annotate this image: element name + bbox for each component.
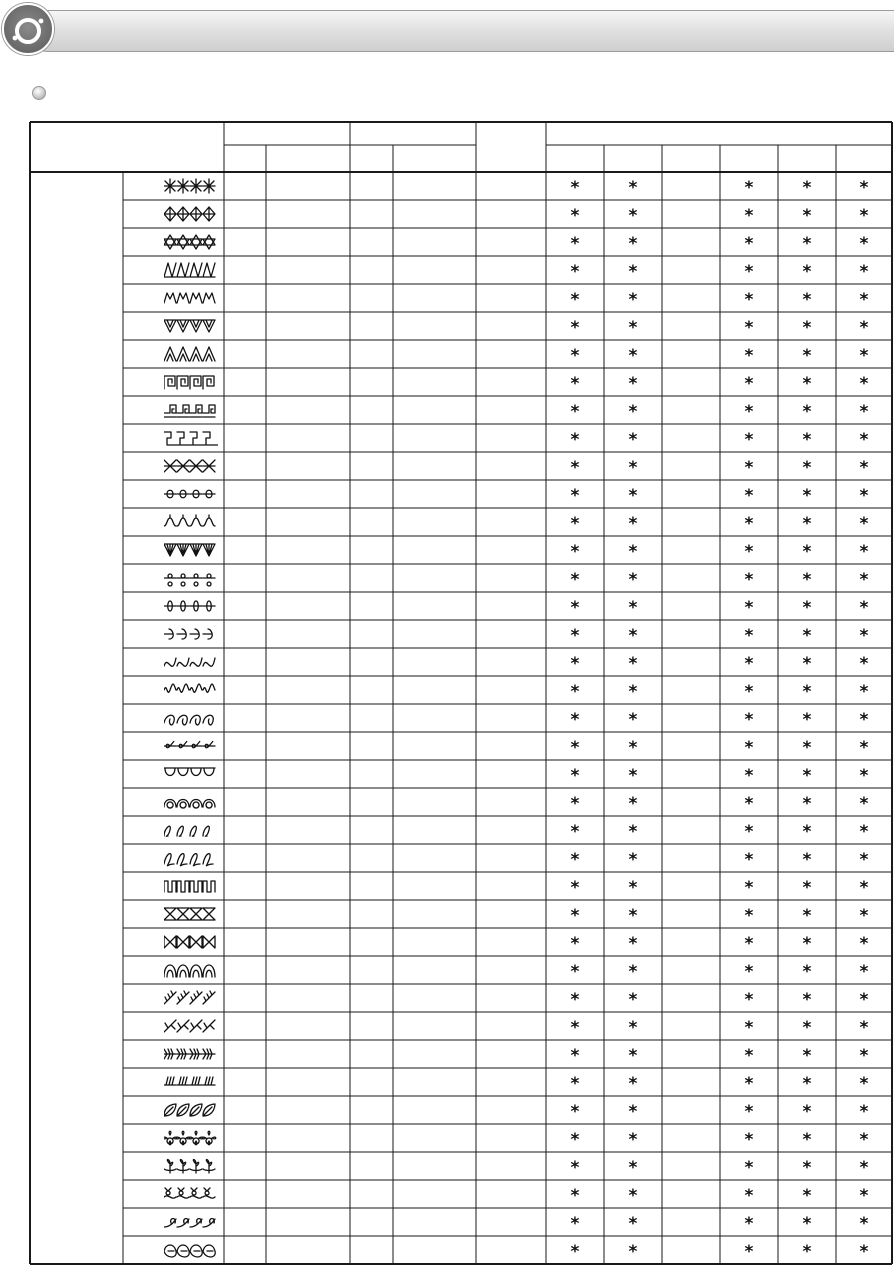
asterisk-mark: * <box>859 290 869 310</box>
asterisk-mark: * <box>628 1018 638 1038</box>
asterisk-mark: * <box>802 1046 812 1066</box>
asterisk-mark: * <box>802 346 812 366</box>
asterisk-mark: * <box>744 1102 754 1122</box>
asterisk-mark: * <box>859 654 869 674</box>
asterisk-mark: * <box>802 1130 812 1150</box>
asterisk-mark: * <box>859 206 869 226</box>
asterisk-mark: * <box>744 1186 754 1206</box>
asterisk-mark: * <box>570 766 580 786</box>
asterisk-mark: * <box>744 906 754 926</box>
asterisk-mark: * <box>802 1242 812 1262</box>
asterisk-mark: * <box>570 514 580 534</box>
table-row <box>124 480 224 508</box>
asterisk-mark: * <box>570 1018 580 1038</box>
asterisk-mark: * <box>744 1214 754 1234</box>
table-row <box>124 1012 224 1040</box>
asterisk-mark: * <box>802 794 812 814</box>
asterisk-mark: * <box>802 1018 812 1038</box>
table-row <box>124 620 224 648</box>
asterisk-mark: * <box>802 1102 812 1122</box>
arrow-curl-stitch-icon <box>164 625 218 645</box>
asterisk-mark: * <box>628 850 638 870</box>
asterisk-mark: * <box>859 766 869 786</box>
asterisk-mark: * <box>628 1074 638 1094</box>
table-row <box>124 760 224 788</box>
asterisk-mark: * <box>570 430 580 450</box>
asterisk-mark: * <box>628 206 638 226</box>
scroll-ornament-stitch-icon <box>164 485 218 505</box>
asterisk-mark: * <box>744 766 754 786</box>
bow-ornament-stitch-icon <box>164 737 218 757</box>
asterisk-mark: * <box>570 906 580 926</box>
asterisk-mark: * <box>859 1046 869 1066</box>
asterisk-mark: * <box>744 430 754 450</box>
s-curve-stitch-icon <box>164 653 218 673</box>
asterisk-mark: * <box>802 710 812 730</box>
flower-vine-stitch-icon <box>164 1185 218 1205</box>
arrow-twig-stitch-icon <box>164 1017 218 1037</box>
asterisk-mark: * <box>859 1130 869 1150</box>
asterisk-mark: * <box>802 1158 812 1178</box>
asterisk-mark: * <box>570 458 580 478</box>
asterisk-mark: * <box>628 514 638 534</box>
asterisk-mark: * <box>628 542 638 562</box>
zigzag-triangle-stitch-icon <box>164 261 218 281</box>
asterisk-mark: * <box>628 178 638 198</box>
asterisk-mark: * <box>802 206 812 226</box>
asterisk-mark: * <box>744 990 754 1010</box>
asterisk-mark: * <box>859 878 869 898</box>
double-zigzag-stitch-icon <box>164 289 218 309</box>
asterisk-mark: * <box>628 766 638 786</box>
fishbone-stitch-icon <box>164 1073 218 1093</box>
swirl-sprig-stitch-icon <box>164 1213 218 1233</box>
asterisk-mark: * <box>859 1074 869 1094</box>
asterisk-mark: * <box>859 234 869 254</box>
asterisk-mark: * <box>859 794 869 814</box>
asterisk-mark: * <box>802 262 812 282</box>
asterisk-mark: * <box>744 178 754 198</box>
asterisk-mark: * <box>744 626 754 646</box>
table-row <box>124 424 224 452</box>
asterisk-mark: * <box>628 962 638 982</box>
table-row <box>124 396 224 424</box>
asterisk-mark: * <box>570 878 580 898</box>
wave-stitch-icon <box>164 681 218 701</box>
asterisk-mark: * <box>744 402 754 422</box>
table-row <box>124 788 224 816</box>
asterisk-mark: * <box>802 598 812 618</box>
asterisk-mark: * <box>744 514 754 534</box>
cup-stitch-icon <box>164 765 218 785</box>
asterisk-mark: * <box>859 1102 869 1122</box>
asterisk-mark: * <box>859 402 869 422</box>
asterisk-mark: * <box>570 710 580 730</box>
asterisk-mark: * <box>802 878 812 898</box>
asterisk-mark: * <box>859 458 869 478</box>
asterisk-mark: * <box>744 486 754 506</box>
asterisk-mark: * <box>744 1046 754 1066</box>
table-row <box>124 844 224 872</box>
asterisk-mark: * <box>802 906 812 926</box>
table-row <box>124 564 224 592</box>
table-row <box>124 732 224 760</box>
asterisk-mark: * <box>859 318 869 338</box>
asterisk-mark: * <box>744 794 754 814</box>
asterisk-mark: * <box>744 654 754 674</box>
flower-ornament-stitch-icon <box>164 597 218 617</box>
asterisk-mark: * <box>744 290 754 310</box>
asterisk-mark: * <box>628 486 638 506</box>
asterisk-mark: * <box>744 206 754 226</box>
feather-zigzag-stitch-icon <box>164 989 218 1009</box>
asterisk-mark: * <box>859 1214 869 1234</box>
asterisk-mark: * <box>570 346 580 366</box>
table-row <box>124 956 224 984</box>
asterisk-mark: * <box>802 962 812 982</box>
asterisk-mark: * <box>859 374 869 394</box>
table-row <box>124 648 224 676</box>
blossom-stitch-icon <box>164 1129 218 1149</box>
table-row <box>124 508 224 536</box>
ring-arc-stitch-icon <box>164 793 218 813</box>
asterisk-mark: * <box>628 654 638 674</box>
asterisk-mark: * <box>570 1158 580 1178</box>
table-row <box>124 872 224 900</box>
slanted-loop-stitch-icon <box>164 849 218 869</box>
asterisk-mark: * <box>744 542 754 562</box>
asterisk-mark: * <box>570 262 580 282</box>
asterisk-mark: * <box>570 850 580 870</box>
asterisk-mark: * <box>802 514 812 534</box>
loop-vine-stitch-icon <box>164 513 218 533</box>
leaf-stitch-icon <box>164 1101 218 1121</box>
asterisk-mark: * <box>859 738 869 758</box>
asterisk-mark: * <box>570 1242 580 1262</box>
asterisk-mark: * <box>570 962 580 982</box>
asterisk-mark: * <box>859 1242 869 1262</box>
asterisk-mark: * <box>570 318 580 338</box>
table-row <box>124 704 224 732</box>
interlocked-key-stitch-icon <box>164 401 218 421</box>
asterisk-mark: * <box>802 234 812 254</box>
asterisk-mark: * <box>570 794 580 814</box>
asterisk-mark: * <box>628 822 638 842</box>
asterisk-mark: * <box>744 570 754 590</box>
asterisk-mark: * <box>744 878 754 898</box>
asterisk-mark: * <box>628 346 638 366</box>
asterisk-mark: * <box>859 962 869 982</box>
asterisk-mark: * <box>744 374 754 394</box>
table-row <box>124 1040 224 1068</box>
curl-loop-stitch-icon <box>164 821 218 841</box>
asterisk-mark: * <box>802 486 812 506</box>
asterisk-mark: * <box>802 1214 812 1234</box>
asterisk-mark: * <box>744 1242 754 1262</box>
asterisk-mark: * <box>802 822 812 842</box>
asterisk-mark: * <box>628 234 638 254</box>
asterisk-mark: * <box>802 458 812 478</box>
asterisk-mark: * <box>570 1214 580 1234</box>
asterisk-mark: * <box>570 290 580 310</box>
table-row <box>124 536 224 564</box>
table-row <box>124 200 224 228</box>
asterisk-mark: * <box>744 822 754 842</box>
asterisk-mark: * <box>744 962 754 982</box>
table-row <box>124 1068 224 1096</box>
fern-stitch-icon <box>164 1045 218 1065</box>
asterisk-mark: * <box>628 1102 638 1122</box>
asterisk-mark: * <box>859 486 869 506</box>
asterisk-mark: * <box>570 1046 580 1066</box>
asterisk-mark: * <box>802 570 812 590</box>
asterisk-mark: * <box>859 1186 869 1206</box>
asterisk-mark: * <box>628 990 638 1010</box>
asterisk-mark: * <box>570 934 580 954</box>
asterisk-mark: * <box>802 934 812 954</box>
table-row <box>124 816 224 844</box>
asterisk-mark: * <box>744 458 754 478</box>
asterisk-mark: * <box>859 1018 869 1038</box>
asterisk-mark: * <box>859 990 869 1010</box>
asterisk-mark: * <box>859 262 869 282</box>
cross-hatch-stitch-icon <box>164 457 218 477</box>
asterisk-mark: * <box>802 542 812 562</box>
asterisk-mark: * <box>628 1242 638 1262</box>
asterisk-mark: * <box>628 626 638 646</box>
asterisk-mark: * <box>628 1130 638 1150</box>
table-row <box>124 1180 224 1208</box>
asterisk-mark: * <box>802 1074 812 1094</box>
asterisk-mark: * <box>802 850 812 870</box>
asterisk-mark: * <box>859 178 869 198</box>
asterisk-mark: * <box>628 402 638 422</box>
table-row <box>124 928 224 956</box>
asterisk-mark: * <box>802 374 812 394</box>
asterisk-mark: * <box>570 402 580 422</box>
asterisk-mark: * <box>802 430 812 450</box>
asterisk-mark: * <box>570 822 580 842</box>
asterisk-mark: * <box>802 402 812 422</box>
step-key-stitch-icon <box>164 429 218 449</box>
asterisk-mark: * <box>628 570 638 590</box>
asterisk-mark: * <box>570 1130 580 1150</box>
asterisk-mark: * <box>570 234 580 254</box>
asterisk-mark: * <box>859 934 869 954</box>
asterisk-mark: * <box>570 570 580 590</box>
asterisk-mark: * <box>802 626 812 646</box>
asterisk-mark: * <box>859 906 869 926</box>
asterisk-mark: * <box>570 178 580 198</box>
asterisk-mark: * <box>744 1130 754 1150</box>
asterisk-stitch-icon <box>164 177 218 197</box>
asterisk-mark: * <box>628 374 638 394</box>
asterisk-mark: * <box>570 1102 580 1122</box>
tulip-stitch-icon <box>164 1157 218 1177</box>
asterisk-mark: * <box>859 682 869 702</box>
asterisk-mark: * <box>744 934 754 954</box>
table-row <box>124 1124 224 1152</box>
hourglass-stitch-icon <box>164 905 218 925</box>
asterisk-mark: * <box>859 346 869 366</box>
asterisk-mark: * <box>744 1074 754 1094</box>
spiral-wave-stitch-icon <box>164 709 218 729</box>
table-row <box>124 340 224 368</box>
table-row <box>124 1096 224 1124</box>
table-row <box>124 984 224 1012</box>
asterisk-mark: * <box>859 710 869 730</box>
asterisk-mark: * <box>859 626 869 646</box>
inverted-triangle-stitch-icon <box>164 317 218 337</box>
asterisk-mark: * <box>744 710 754 730</box>
asterisk-mark: * <box>570 738 580 758</box>
table-row <box>124 1208 224 1236</box>
asterisk-mark: * <box>570 654 580 674</box>
asterisk-mark: * <box>859 850 869 870</box>
asterisk-mark: * <box>744 738 754 758</box>
greek-key-stitch-icon <box>164 373 218 393</box>
asterisk-mark: * <box>802 990 812 1010</box>
asterisk-mark: * <box>802 1186 812 1206</box>
asterisk-mark: * <box>628 906 638 926</box>
asterisk-mark: * <box>628 290 638 310</box>
table-row <box>124 592 224 620</box>
asterisk-mark: * <box>744 318 754 338</box>
asterisk-mark: * <box>570 206 580 226</box>
table-row <box>124 1152 224 1180</box>
asterisk-mark: * <box>570 374 580 394</box>
asterisk-mark: * <box>628 710 638 730</box>
asterisk-mark: * <box>744 234 754 254</box>
asterisk-mark: * <box>859 514 869 534</box>
asterisk-mark: * <box>859 822 869 842</box>
bell-arch-stitch-icon <box>164 961 218 981</box>
asterisk-mark: * <box>802 290 812 310</box>
asterisk-mark: * <box>802 318 812 338</box>
fan-stitch-icon <box>164 541 218 561</box>
asterisk-mark: * <box>628 458 638 478</box>
asterisk-mark: * <box>628 430 638 450</box>
asterisk-mark: * <box>628 262 638 282</box>
diamond-cross-stitch-icon <box>164 205 218 225</box>
table-row <box>124 1236 224 1264</box>
asterisk-mark: * <box>802 654 812 674</box>
table-row <box>124 312 224 340</box>
asterisk-mark: * <box>570 990 580 1010</box>
asterisk-mark: * <box>570 626 580 646</box>
asterisk-mark: * <box>628 598 638 618</box>
asterisk-mark: * <box>802 738 812 758</box>
table-row <box>124 676 224 704</box>
asterisk-mark: * <box>628 1214 638 1234</box>
asterisk-mark: * <box>628 1158 638 1178</box>
asterisk-mark: * <box>570 1186 580 1206</box>
asterisk-mark: * <box>628 318 638 338</box>
asterisk-mark: * <box>744 850 754 870</box>
leaf-swirl-stitch-icon <box>164 1241 218 1261</box>
asterisk-mark: * <box>802 178 812 198</box>
asterisk-mark: * <box>628 1186 638 1206</box>
beaded-ornament-stitch-icon <box>164 569 218 589</box>
asterisk-mark: * <box>570 486 580 506</box>
asterisk-mark: * <box>744 346 754 366</box>
asterisk-mark: * <box>859 430 869 450</box>
asterisk-mark: * <box>744 262 754 282</box>
table-row <box>124 452 224 480</box>
asterisk-mark: * <box>628 878 638 898</box>
table-row <box>124 228 224 256</box>
asterisk-mark: * <box>744 682 754 702</box>
asterisk-mark: * <box>570 682 580 702</box>
table-row <box>124 900 224 928</box>
asterisk-mark: * <box>802 766 812 786</box>
asterisk-mark: * <box>570 542 580 562</box>
asterisk-mark: * <box>859 598 869 618</box>
meander-stitch-icon <box>164 877 218 897</box>
table-row <box>124 256 224 284</box>
peak-stitch-icon <box>164 345 218 365</box>
table-row <box>124 172 224 200</box>
table-row <box>124 368 224 396</box>
asterisk-mark: * <box>628 794 638 814</box>
asterisk-mark: * <box>628 1046 638 1066</box>
bowtie-arrow-stitch-icon <box>164 933 218 953</box>
asterisk-mark: * <box>859 1158 869 1178</box>
asterisk-mark: * <box>744 598 754 618</box>
asterisk-mark: * <box>628 682 638 702</box>
asterisk-mark: * <box>628 738 638 758</box>
asterisk-mark: * <box>570 598 580 618</box>
asterisk-mark: * <box>859 542 869 562</box>
table-row <box>124 284 224 312</box>
asterisk-mark: * <box>859 570 869 590</box>
star-of-david-stitch-icon <box>164 233 218 253</box>
asterisk-mark: * <box>744 1018 754 1038</box>
asterisk-mark: * <box>628 934 638 954</box>
asterisk-mark: * <box>744 1158 754 1178</box>
asterisk-mark: * <box>802 682 812 702</box>
asterisk-mark: * <box>570 1074 580 1094</box>
